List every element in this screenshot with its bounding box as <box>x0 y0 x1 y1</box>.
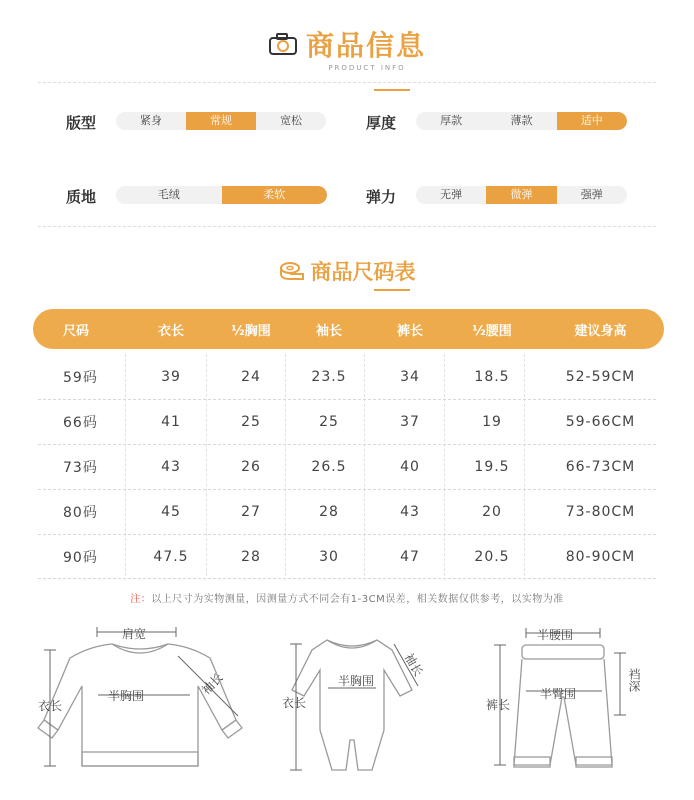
note-text: 以上尺寸为实物测量，因测量方式不同会有1-3CM误差，相关数据仅供参考，以实物为准 <box>151 594 564 605</box>
table-cell: 52-59CM <box>565 368 636 385</box>
table-cell: 80-90CM <box>565 548 636 565</box>
table-cell: 34 <box>400 368 420 385</box>
elasticity-option[interactable]: 强弹 <box>580 188 603 201</box>
divider <box>38 82 656 83</box>
camera-icon <box>268 32 298 56</box>
thickness-selector <box>416 112 627 130</box>
attr-label-thickness: 厚度 <box>366 114 397 132</box>
table-row <box>33 534 664 579</box>
table-cell: 66码 <box>63 414 98 431</box>
table-cell: 39 <box>161 368 181 385</box>
table-cell: 25 <box>319 413 339 430</box>
product-info-header <box>0 24 694 72</box>
fit-option[interactable]: 紧身 <box>140 114 162 127</box>
table-cell: 19 <box>482 413 502 430</box>
table-cell: 26.5 <box>311 458 347 475</box>
measuring-tape-icon <box>279 260 305 282</box>
diagram-label: 肩宽 <box>122 627 147 641</box>
table-cell: 37 <box>400 413 420 430</box>
diagram-label: 半腰围 <box>537 628 574 642</box>
table-cell: 18.5 <box>474 368 510 385</box>
attr-label-elasticity: 弹力 <box>366 188 397 206</box>
diagram-label: 裤长 <box>486 698 511 712</box>
table-cell: 41 <box>161 413 181 430</box>
table-cell: 28 <box>241 548 261 565</box>
diagram-label: 半臀围 <box>540 687 577 701</box>
thickness-option[interactable]: 厚款 <box>440 114 463 127</box>
col-header: 衣长 <box>157 323 184 339</box>
pants-diagram <box>490 625 640 780</box>
table-cell: 25 <box>241 413 261 430</box>
table-cell: 66-73CM <box>565 458 636 475</box>
size-table-header <box>33 309 664 349</box>
table-cell: 20 <box>482 503 502 520</box>
table-cell: 20.5 <box>474 548 510 565</box>
table-cell: 73码 <box>63 459 98 476</box>
elasticity-selector <box>416 186 627 204</box>
diagram-label: 半胸围 <box>338 674 375 688</box>
table-cell: 90码 <box>63 549 98 566</box>
elasticity-option[interactable]: 无弹 <box>440 188 463 201</box>
diagram-label: 衣长 <box>282 696 307 710</box>
size-chart-title: 商品尺码表 <box>310 260 416 284</box>
table-cell: 59-66CM <box>565 413 636 430</box>
size-chart-header <box>0 256 694 286</box>
diagram-label: 袖长 <box>401 650 426 679</box>
divider <box>38 226 656 227</box>
col-header: 裤长 <box>396 323 423 339</box>
thickness-option[interactable]: 薄款 <box>510 114 533 127</box>
texture-selector <box>116 186 327 204</box>
attr-label-texture: 质地 <box>66 188 97 206</box>
texture-option[interactable]: 毛绒 <box>157 188 180 201</box>
attr-label-fit: 版型 <box>66 114 97 132</box>
texture-option-selected[interactable]: 柔软 <box>222 186 328 204</box>
table-row <box>33 489 664 534</box>
table-cell: 47 <box>400 548 420 565</box>
col-header: 尺码 <box>63 323 90 339</box>
product-info-title: 商品信息 <box>305 29 426 62</box>
table-cell: 45 <box>161 503 181 520</box>
thickness-option-selected[interactable]: 适中 <box>557 112 627 130</box>
fit-selector <box>116 112 326 130</box>
fit-option[interactable]: 宽松 <box>280 114 302 127</box>
note-prefix: 注： <box>130 594 152 605</box>
product-info-subtitle: PRODUCT INFO <box>328 64 406 72</box>
table-cell: 27 <box>241 503 261 520</box>
table-cell: 24 <box>241 368 261 385</box>
elasticity-option-selected[interactable]: 微弹 <box>486 186 556 204</box>
table-cell: 19.5 <box>474 458 510 475</box>
table-cell: 40 <box>400 458 420 475</box>
diagram-label: 袖长 <box>198 670 226 698</box>
table-row <box>33 354 664 399</box>
col-header: 袖长 <box>315 323 342 339</box>
table-cell: 43 <box>400 503 420 520</box>
table-cell: 23.5 <box>311 368 347 385</box>
diagram-label: 半胸围 <box>108 689 145 703</box>
diagram-label: 裆深 <box>627 668 641 692</box>
measurement-note <box>0 590 694 605</box>
table-cell: 30 <box>319 548 339 565</box>
row-divider <box>38 578 656 579</box>
diagram-label: 衣长 <box>38 699 63 713</box>
title-underline <box>374 89 410 91</box>
table-cell: 28 <box>319 503 339 520</box>
table-cell: 80码 <box>63 504 98 521</box>
table-row <box>33 399 664 444</box>
table-cell: 26 <box>241 458 261 475</box>
col-header: ½胸围 <box>231 323 271 339</box>
table-cell: 43 <box>161 458 181 475</box>
col-header: ½腰围 <box>472 323 512 339</box>
title-underline <box>374 289 410 291</box>
table-cell: 47.5 <box>153 548 189 565</box>
col-header: 建议身高 <box>574 323 627 339</box>
fit-option-selected[interactable]: 常规 <box>186 112 256 130</box>
table-cell: 73-80CM <box>565 503 636 520</box>
table-row <box>33 444 664 489</box>
table-cell: 59码 <box>63 369 98 386</box>
